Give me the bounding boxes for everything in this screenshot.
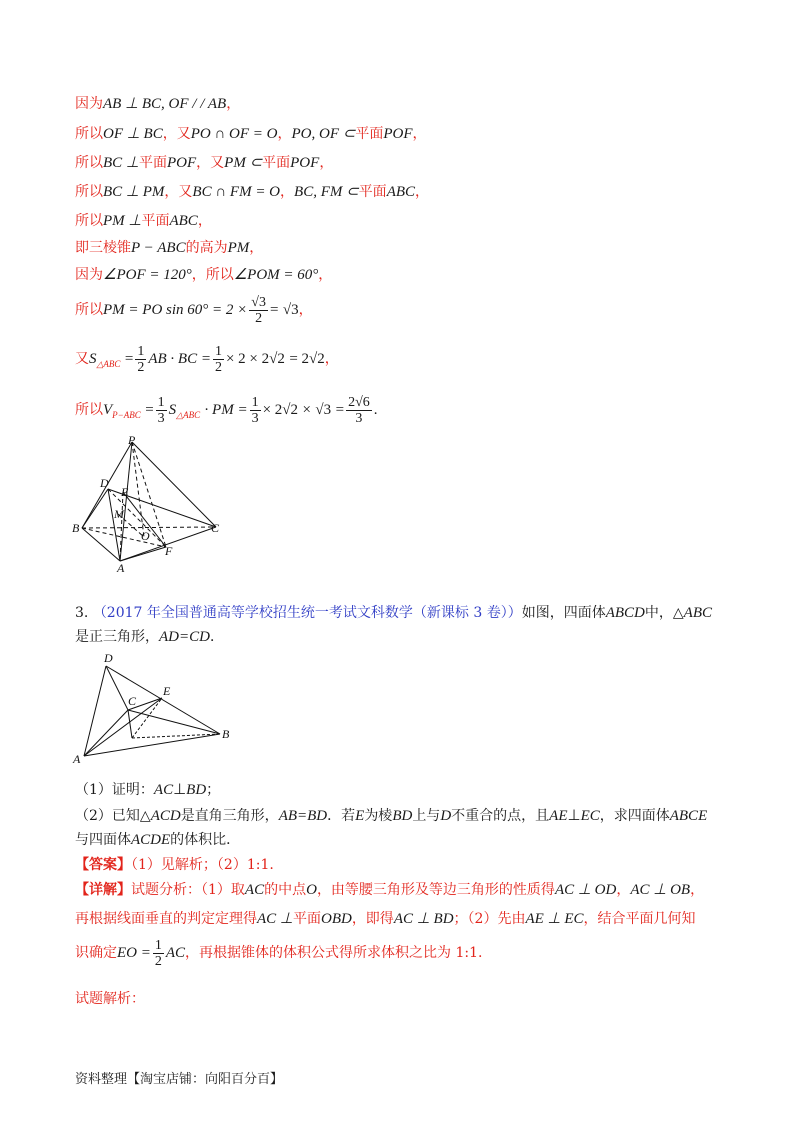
math: ∠POM = 60° bbox=[233, 267, 319, 283]
solution-line-9 bbox=[75, 341, 339, 382]
math: BC ⊥ bbox=[103, 155, 139, 171]
math: √3 bbox=[282, 302, 299, 318]
text: ，结合平面几何知 bbox=[583, 911, 696, 927]
math: O bbox=[306, 882, 317, 898]
math: AB=BD bbox=[278, 808, 328, 824]
label-c: C bbox=[211, 521, 220, 535]
text: 的高为 bbox=[185, 240, 228, 256]
math: V bbox=[103, 402, 113, 418]
figure-tetrahedron-abcd bbox=[70, 650, 240, 768]
math: ∠POF = 120° bbox=[103, 267, 192, 283]
math: √2 bbox=[269, 351, 285, 367]
text: ， bbox=[249, 240, 264, 256]
text: 所以 bbox=[75, 126, 103, 142]
text: ． bbox=[209, 629, 224, 645]
subscript: △ABC bbox=[176, 410, 201, 420]
text: ，所以 bbox=[191, 267, 234, 283]
label-o: O bbox=[141, 529, 150, 543]
math: D bbox=[440, 808, 452, 824]
math: · PM = bbox=[204, 402, 248, 418]
math: S bbox=[89, 351, 97, 367]
math: AB ⊥ BC, OF / / AB bbox=[103, 96, 227, 112]
math: PO, OF ⊂ bbox=[291, 126, 356, 142]
numerator: 1 bbox=[157, 394, 165, 410]
detail-line-3 bbox=[75, 935, 482, 971]
label-d: D bbox=[100, 476, 109, 490]
math: PM ⊂ bbox=[224, 155, 263, 171]
math: AC bbox=[244, 882, 265, 898]
analysis-label: 试题解析： bbox=[75, 991, 145, 1007]
math: PM bbox=[227, 240, 250, 256]
text: 所以 bbox=[75, 302, 103, 318]
text: ，即得 bbox=[351, 911, 394, 927]
text: 为棱 bbox=[364, 808, 393, 824]
text: ；（2）先由 bbox=[453, 911, 526, 927]
math: . bbox=[373, 402, 378, 418]
text: 平面 bbox=[355, 126, 384, 142]
text: 所以 bbox=[75, 155, 103, 171]
fraction bbox=[135, 344, 146, 375]
math: ABC bbox=[386, 184, 416, 200]
text: 因为 bbox=[75, 96, 103, 112]
text: 是正三角形， bbox=[75, 629, 159, 645]
question-2-cont bbox=[75, 830, 240, 850]
text: ， bbox=[319, 155, 334, 171]
label-f: F bbox=[165, 544, 173, 558]
math: S bbox=[168, 402, 177, 418]
math: PM ⊥ bbox=[103, 213, 142, 229]
fraction bbox=[346, 395, 372, 426]
math: OBD bbox=[320, 911, 352, 927]
math: AE ⊥ EC bbox=[525, 911, 584, 927]
math: OF ⊥ BC bbox=[103, 126, 163, 142]
text: ； bbox=[206, 782, 221, 798]
solution-line-6 bbox=[75, 238, 263, 258]
math: BD bbox=[392, 808, 413, 824]
math: √2 bbox=[309, 351, 325, 367]
math: ABCD bbox=[605, 605, 645, 621]
text: ，由等腰三角形及等边三角形的性质得 bbox=[316, 882, 555, 898]
text: 所以 bbox=[75, 184, 103, 200]
label-m: M bbox=[114, 507, 124, 521]
text: 平面 bbox=[262, 155, 291, 171]
label-c: C bbox=[128, 694, 137, 708]
math: AC ⊥ OD bbox=[554, 882, 617, 898]
denominator: 2 bbox=[214, 359, 222, 375]
math: AE bbox=[549, 808, 568, 824]
solution-line-5 bbox=[75, 211, 212, 231]
text: ，再根据锥体的体积公式得所求体积之比为 1:1. bbox=[185, 945, 483, 961]
text: 如图，四面体 bbox=[521, 605, 606, 621]
text: 所以 bbox=[75, 402, 103, 418]
math: ⊥ bbox=[567, 808, 581, 824]
text: 平面 bbox=[138, 155, 167, 171]
figure-pyramid-p-abc bbox=[68, 434, 238, 574]
text: 识确定 bbox=[75, 945, 117, 961]
denominator: 2 bbox=[137, 359, 145, 375]
math: POF bbox=[290, 155, 320, 171]
math: = bbox=[124, 351, 134, 367]
denominator: 3 bbox=[346, 410, 372, 426]
text: ， bbox=[318, 267, 333, 283]
math: EO = bbox=[117, 945, 151, 961]
text: ， bbox=[324, 351, 339, 367]
text: ，又 bbox=[162, 126, 191, 142]
math: E bbox=[355, 808, 365, 824]
denominator: 2 bbox=[249, 310, 268, 326]
problem-3-line-2 bbox=[75, 627, 224, 647]
math: ABC bbox=[169, 213, 198, 229]
label-d: D bbox=[104, 651, 113, 665]
text: 因为 bbox=[75, 267, 103, 283]
math: BC, FM ⊂ bbox=[294, 184, 359, 200]
math: BD bbox=[186, 782, 207, 798]
text: 再根据线面垂直的判定定理得 bbox=[75, 911, 257, 927]
fraction bbox=[250, 395, 261, 426]
math: = bbox=[335, 402, 345, 418]
detail-label: 【详解】 bbox=[75, 882, 131, 898]
problem-number: 3. bbox=[75, 605, 89, 621]
numerator: 1 bbox=[251, 394, 259, 410]
footer: 资料整理【淘宝店铺：向阳百分百】 bbox=[75, 1072, 284, 1087]
text: ，又 bbox=[164, 184, 193, 200]
math: ⊥ bbox=[173, 782, 187, 798]
question-1 bbox=[75, 780, 220, 800]
text: 即三棱锥 bbox=[75, 240, 131, 256]
text: 的中点 bbox=[264, 882, 307, 898]
solution-line-10 bbox=[75, 392, 378, 433]
math: PO ∩ OF = O bbox=[190, 126, 278, 142]
math: PM = PO sin 60° = 2 × bbox=[103, 302, 248, 318]
text: 又 bbox=[75, 351, 89, 367]
text: ．若 bbox=[327, 808, 356, 824]
text: 平面 bbox=[141, 213, 170, 229]
text: ， bbox=[298, 302, 313, 318]
solution-line-8 bbox=[75, 292, 313, 328]
math: √2 bbox=[282, 402, 299, 418]
problem-3-header bbox=[75, 603, 712, 623]
math: = 2 bbox=[289, 351, 310, 367]
math: AC ⊥ bbox=[257, 911, 293, 927]
text: ， bbox=[412, 126, 427, 142]
solution-line-7 bbox=[75, 265, 332, 285]
solution-line-4 bbox=[75, 182, 429, 202]
text: 中，△ bbox=[644, 605, 684, 621]
fraction bbox=[156, 395, 167, 426]
answer-line bbox=[75, 855, 274, 875]
numerator: 1 bbox=[154, 937, 162, 953]
label-p: P bbox=[128, 434, 136, 447]
text: 试题分析：（1）取 bbox=[131, 882, 245, 898]
problem-source: （2017 年全国普通高等学校招生统一考试文科数学（新课标 3 卷）） bbox=[92, 605, 522, 621]
fraction bbox=[213, 344, 224, 375]
denominator: 3 bbox=[251, 410, 259, 426]
detail-line-2 bbox=[75, 909, 696, 929]
numerator: 2√6 bbox=[348, 394, 370, 410]
math: ABCE bbox=[669, 808, 708, 824]
math: √3 bbox=[315, 402, 332, 418]
text: （2）已知△ bbox=[75, 808, 151, 824]
math: ACD bbox=[150, 808, 181, 824]
label-a: A bbox=[73, 752, 81, 766]
math: AC ⊥ BD bbox=[393, 911, 454, 927]
math: ABC bbox=[683, 605, 712, 621]
text: 所以 bbox=[75, 213, 103, 229]
label-b: B bbox=[72, 521, 80, 535]
numerator: 1 bbox=[214, 343, 222, 359]
text: 不重合的点，且 bbox=[451, 808, 550, 824]
math: AC bbox=[153, 782, 174, 798]
label-e: E bbox=[121, 485, 129, 499]
math: = bbox=[269, 302, 279, 318]
text: （1）证明： bbox=[75, 782, 154, 798]
answer-text: （1）见解析；（2）1:1. bbox=[131, 857, 274, 873]
math: × bbox=[302, 402, 311, 418]
label-a: A bbox=[117, 561, 125, 574]
text: ， bbox=[690, 882, 705, 898]
math: AC bbox=[165, 945, 186, 961]
text: 是直角三角形， bbox=[180, 808, 279, 824]
math: AB · BC = bbox=[148, 351, 211, 367]
denominator: 2 bbox=[154, 953, 162, 969]
text: 平面 bbox=[292, 911, 321, 927]
text: ， bbox=[280, 184, 295, 200]
text: ， bbox=[197, 213, 212, 229]
math: ACDE bbox=[131, 832, 171, 848]
subscript: △ABC bbox=[96, 359, 121, 369]
solution-line-2 bbox=[75, 124, 427, 144]
math: EC bbox=[580, 808, 600, 824]
text: ，求四面体 bbox=[599, 808, 670, 824]
answer-label: 【答案】 bbox=[75, 857, 131, 873]
subscript: P−ABC bbox=[112, 410, 141, 420]
solution-line-1 bbox=[75, 94, 240, 114]
text: 与四面体 bbox=[75, 832, 131, 848]
fraction bbox=[249, 295, 268, 326]
math: P − ABC bbox=[131, 240, 186, 256]
text: ，又 bbox=[196, 155, 225, 171]
math: × 2 bbox=[262, 402, 283, 418]
math: × 2 × 2 bbox=[225, 351, 270, 367]
solution-line-3 bbox=[75, 153, 333, 173]
math: POF bbox=[166, 155, 197, 171]
text: 的体积比． bbox=[170, 832, 241, 848]
text: 上与 bbox=[412, 808, 441, 824]
math: BC ⊥ PM bbox=[103, 184, 165, 200]
detail-line-1 bbox=[75, 880, 704, 900]
text: ， bbox=[226, 96, 241, 112]
math: AD=CD bbox=[159, 629, 210, 645]
text: ， bbox=[415, 184, 430, 200]
denominator: 3 bbox=[157, 410, 165, 426]
label-e: E bbox=[163, 684, 171, 698]
text: 平面 bbox=[358, 184, 387, 200]
math: POF bbox=[383, 126, 413, 142]
numerator: 1 bbox=[137, 343, 145, 359]
math: AC ⊥ OB bbox=[630, 882, 691, 898]
label-b: B bbox=[222, 727, 230, 741]
math: = bbox=[145, 402, 154, 418]
fraction bbox=[153, 938, 164, 969]
math: BC ∩ FM = O bbox=[192, 184, 281, 200]
question-2 bbox=[75, 806, 707, 826]
text: ， bbox=[277, 126, 292, 142]
text: ， bbox=[616, 882, 631, 898]
numerator: √3 bbox=[251, 294, 266, 310]
